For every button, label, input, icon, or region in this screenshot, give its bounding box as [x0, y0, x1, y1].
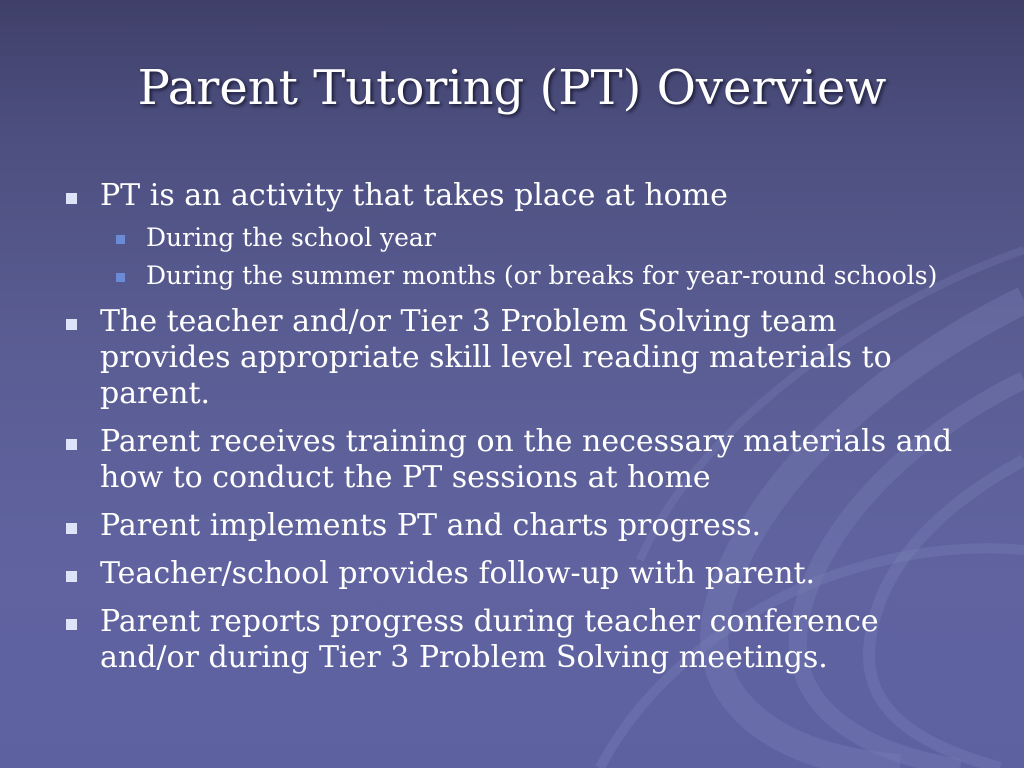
square-bullet-icon — [116, 273, 125, 282]
bullet-text: Parent receives training on the necessary materials and how to conduct the PT sessions at home — [100, 424, 953, 495]
sub-bullet-item — [100, 222, 970, 254]
square-bullet-icon — [66, 571, 77, 582]
square-bullet-icon — [66, 619, 77, 630]
sub-bullet-text: During the school year — [146, 223, 436, 252]
bullet-item — [60, 604, 970, 676]
slide-title: Parent Tutoring (PT) Overview — [137, 60, 887, 116]
sub-bullet-item — [100, 260, 970, 292]
square-bullet-icon — [66, 523, 77, 534]
bullet-list — [60, 178, 970, 676]
sub-bullet-text: During the summer months (or breaks for year-round schools) — [146, 261, 938, 290]
square-bullet-icon — [66, 193, 77, 204]
sub-bullet-list — [100, 222, 970, 292]
bullet-text: Parent reports progress during teacher conference and/or during Tier 3 Problem Solving meetings. — [100, 604, 879, 675]
square-bullet-icon — [116, 235, 125, 244]
square-bullet-icon — [66, 319, 77, 330]
bullet-text: Parent implements PT and charts progress. — [100, 508, 762, 543]
bullet-item — [60, 424, 970, 496]
bullet-text: PT is an activity that takes place at home — [100, 178, 728, 213]
bullet-text: The teacher and/or Tier 3 Problem Solving team provides appropriate skill level reading materials to parent. — [100, 304, 892, 411]
bullet-text: Teacher/school provides follow-up with parent. — [100, 556, 816, 591]
bullet-item — [60, 304, 970, 412]
bullet-item — [60, 556, 970, 592]
bullet-item — [60, 508, 970, 544]
bullet-item — [60, 178, 970, 292]
square-bullet-icon — [66, 439, 77, 450]
